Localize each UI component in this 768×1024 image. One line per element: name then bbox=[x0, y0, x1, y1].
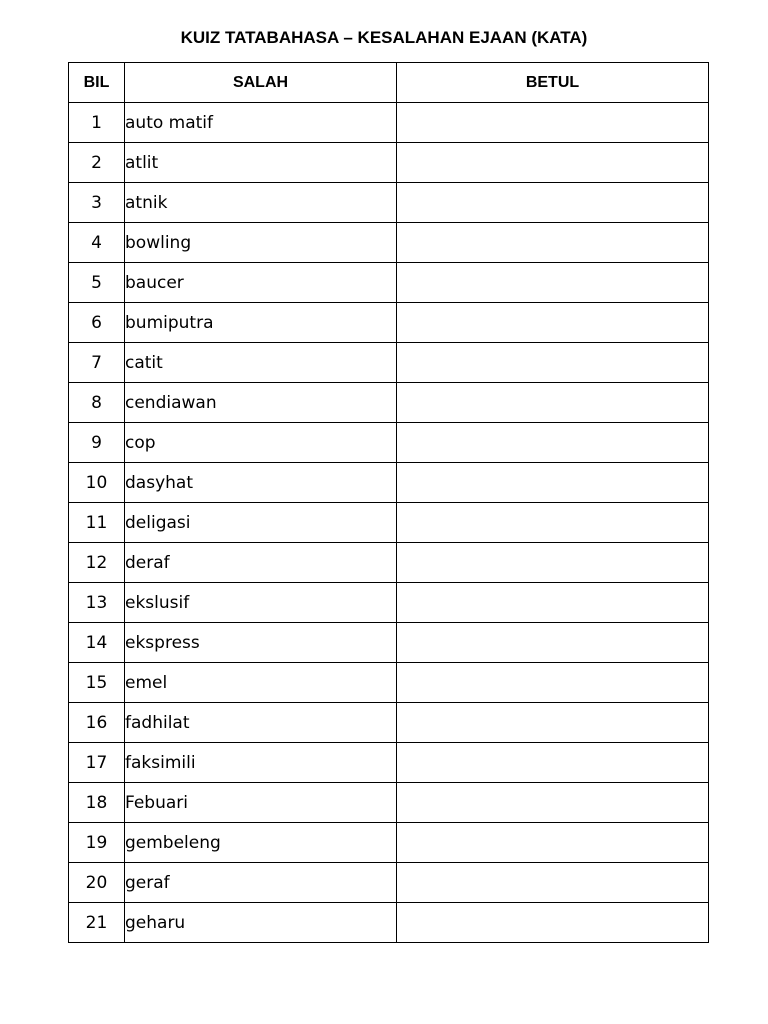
correct-spelling-cell[interactable] bbox=[397, 103, 709, 143]
wrong-spelling-cell: ekslusif bbox=[125, 583, 397, 623]
wrong-spelling-cell: bumiputra bbox=[125, 303, 397, 343]
row-number: 18 bbox=[69, 783, 125, 823]
quiz-table bbox=[68, 62, 709, 943]
wrong-spelling-cell: geraf bbox=[125, 863, 397, 903]
row-number: 17 bbox=[69, 743, 125, 783]
correct-spelling-cell[interactable] bbox=[397, 703, 709, 743]
row-number: 2 bbox=[69, 143, 125, 183]
correct-spelling-cell[interactable] bbox=[397, 463, 709, 503]
wrong-spelling-cell: auto matif bbox=[125, 103, 397, 143]
row-number: 1 bbox=[69, 103, 125, 143]
row-number: 14 bbox=[69, 623, 125, 663]
wrong-spelling-cell: catit bbox=[125, 343, 397, 383]
row-number: 21 bbox=[69, 903, 125, 943]
table-row bbox=[69, 863, 709, 903]
correct-spelling-cell[interactable] bbox=[397, 623, 709, 663]
header-salah: SALAH bbox=[125, 63, 397, 103]
row-number: 19 bbox=[69, 823, 125, 863]
wrong-spelling-cell: baucer bbox=[125, 263, 397, 303]
page-title: KUIZ TATABAHASA – KESALAHAN EJAAN (KATA) bbox=[180, 28, 588, 47]
table-row bbox=[69, 343, 709, 383]
correct-spelling-cell[interactable] bbox=[397, 663, 709, 703]
wrong-spelling-cell: Febuari bbox=[125, 783, 397, 823]
row-number: 11 bbox=[69, 503, 125, 543]
wrong-spelling-cell: gembeleng bbox=[125, 823, 397, 863]
row-number: 9 bbox=[69, 423, 125, 463]
correct-spelling-cell[interactable] bbox=[397, 823, 709, 863]
correct-spelling-cell[interactable] bbox=[397, 583, 709, 623]
correct-spelling-cell[interactable] bbox=[397, 343, 709, 383]
row-number: 10 bbox=[69, 463, 125, 503]
correct-spelling-cell[interactable] bbox=[397, 143, 709, 183]
table-row bbox=[69, 103, 709, 143]
wrong-spelling-cell: dasyhat bbox=[125, 463, 397, 503]
correct-spelling-cell[interactable] bbox=[397, 903, 709, 943]
table-row bbox=[69, 383, 709, 423]
table-row bbox=[69, 223, 709, 263]
table-row bbox=[69, 703, 709, 743]
table-row bbox=[69, 503, 709, 543]
table-row bbox=[69, 263, 709, 303]
row-number: 5 bbox=[69, 263, 125, 303]
correct-spelling-cell[interactable] bbox=[397, 223, 709, 263]
wrong-spelling-cell: bowling bbox=[125, 223, 397, 263]
wrong-spelling-cell: deraf bbox=[125, 543, 397, 583]
row-number: 6 bbox=[69, 303, 125, 343]
correct-spelling-cell[interactable] bbox=[397, 383, 709, 423]
table-header-row bbox=[69, 63, 709, 103]
correct-spelling-cell[interactable] bbox=[397, 303, 709, 343]
table-row bbox=[69, 183, 709, 223]
wrong-spelling-cell: atlit bbox=[125, 143, 397, 183]
table-row bbox=[69, 743, 709, 783]
table-row bbox=[69, 663, 709, 703]
row-number: 3 bbox=[69, 183, 125, 223]
table-row bbox=[69, 423, 709, 463]
correct-spelling-cell[interactable] bbox=[397, 183, 709, 223]
table-row bbox=[69, 823, 709, 863]
wrong-spelling-cell: faksimili bbox=[125, 743, 397, 783]
row-number: 16 bbox=[69, 703, 125, 743]
correct-spelling-cell[interactable] bbox=[397, 423, 709, 463]
table-row bbox=[69, 903, 709, 943]
table-row bbox=[69, 303, 709, 343]
correct-spelling-cell[interactable] bbox=[397, 503, 709, 543]
wrong-spelling-cell: emel bbox=[125, 663, 397, 703]
row-number: 12 bbox=[69, 543, 125, 583]
table-row bbox=[69, 583, 709, 623]
row-number: 15 bbox=[69, 663, 125, 703]
correct-spelling-cell[interactable] bbox=[397, 783, 709, 823]
wrong-spelling-cell: deligasi bbox=[125, 503, 397, 543]
header-betul: BETUL bbox=[397, 63, 709, 103]
wrong-spelling-cell: ekspress bbox=[125, 623, 397, 663]
correct-spelling-cell[interactable] bbox=[397, 263, 709, 303]
row-number: 13 bbox=[69, 583, 125, 623]
wrong-spelling-cell: fadhilat bbox=[125, 703, 397, 743]
header-bil: BIL bbox=[69, 63, 125, 103]
correct-spelling-cell[interactable] bbox=[397, 543, 709, 583]
row-number: 4 bbox=[69, 223, 125, 263]
wrong-spelling-cell: atnik bbox=[125, 183, 397, 223]
table-body bbox=[69, 103, 709, 943]
table-row bbox=[69, 783, 709, 823]
correct-spelling-cell[interactable] bbox=[397, 863, 709, 903]
table-row bbox=[69, 543, 709, 583]
row-number: 7 bbox=[69, 343, 125, 383]
wrong-spelling-cell: cop bbox=[125, 423, 397, 463]
row-number: 8 bbox=[69, 383, 125, 423]
table-row bbox=[69, 623, 709, 663]
wrong-spelling-cell: geharu bbox=[125, 903, 397, 943]
table-row bbox=[69, 463, 709, 503]
row-number: 20 bbox=[69, 863, 125, 903]
wrong-spelling-cell: cendiawan bbox=[125, 383, 397, 423]
correct-spelling-cell[interactable] bbox=[397, 743, 709, 783]
table-row bbox=[69, 143, 709, 183]
